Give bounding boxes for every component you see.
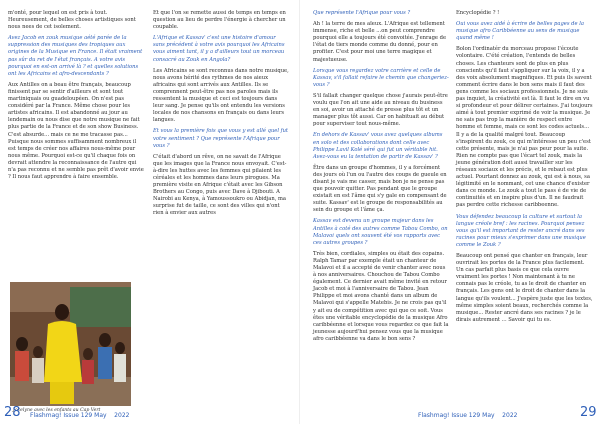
body-text: Ah ! la terre de mes aïeux. L'Afrique est tellement immense, riche et belle ...on peut comprendre pourquoi elle a toujours été convoitée. J'enrage de l'état de tiers monde comme du donné, pour en profiter. C'est pour moi une terre magique et majestueuse. [313, 21, 447, 63]
body-text: Aux Antilles on a beau être français, beaucoup finissent par se sentir d'ailleurs et sont tout martiniquais ou guadeloupéen. On n'est pas considéré par la France. Même chose pour les artistes africains. Il est abandonné au jour au lendemain ou nous dise que notre musique ne fait plus partie de la France et de son show Business. C'est absurde... mais ce ne me tracasse pas... Puisque nous sommes suffisamment nombreux il est temps de créer nos affaires nous-même pour nous même. Pourquoi est-ce qu'il chaque fois on devrait attendre la reconnaissance de l'autre qui n'a pas reconnu et ne semble pas prêt d'avoir envie ? Il nous faut apprendre à faire ensemble. [8, 81, 144, 181]
interview-question: Avez Jacob en zouk musique aété parée de la suppression des musiques des tropiques aux origines de la Musique en France. Il était vraiment pas sûr du ret de l'état français. A votre avis pourquoi en est-on arrivé là ? et quelles solutions ont les Africains et afro-descendants ? [8, 35, 143, 77]
folio-right: Flashmag! Issue 129 May 2022 [418, 412, 518, 419]
interview-question: Oui vous avez aidé à écrire de belles pages de la musique afro Caribbéenne au sens de musique quand même ! [456, 21, 584, 42]
body-text: Bolon l'ordinatér du morceau propose l'écoute volontaire. C'été création, l'entends de belles choses. Les chanteurs sont de plus en plus conscients qu'il faut s'appliquer sur la voix, il y a des voix absolument magnifiques. Et puis ils savent comment écrire dans le bon sens mais il faut des gens comme les sociaux professionnels. Je ne suis pas inquiet, la créativité est là. Il faut le dire en vu si profondeur et pour délirer certaines. J'ai toujours aimé à tout premier exprimé de voir la musique. Je ne sais pas trop la manière de respect entre homme et femme, mais ce sont les codes actuels... Il y a de la qualité malgré tout. Beaucoup s'inspirent du zouk, ce qui m'intéresse un peu c'est cette présente, mais je n'ai pas peur pour la suite. Rien ne compte pas que l'écart tel zouk, mais la jeune génération doit aussi travailler sur les réseaux sociaux et les précis, et le rebaut est plus actuel. Pourtant donnez au zouk, qui est à nous, sa légitimité en le nommant, cet une chance d'exister dans ce monde. Le zouk a tout le pass é de vie de continuités et en inspire plus d'un. Il ne faudrait pas perdre cette richesse caribbeenne. [456, 46, 593, 209]
photo-children-cape-verde [10, 282, 131, 406]
body-text: Et que l'on se remette aussi de temps en temps en question au lieu de perdre l'énergie à chercher un coupable. [153, 10, 286, 31]
body-text: Très bien, cordiales, simples ou était des copains. Ralph Tamar par exemple était un chanteur de Malavoi et il a accepté de venir chanter avec nous à nos anniversaires. Chouchou de Tabou Combo également. Ce dernier avait même invité en retour Jacob et moi à l'anniversaire de Tabou. Jean Philippe et moi avons chanté dans un album de Malavoi qui s'appelle Matebis. Je ne crois pas qu'il y ait eu de compétition avec qui que ce soit. Vous êtes une véritable encyclopédie de la musique Afro caribbéenne et lorsque vous regardez ce que fait la jeunesse aujourd'hui pensez vous que la musique afro caribbéenne va dans le bon sens ? [313, 250, 449, 342]
interview-question: Et vous la première fois que vous y est allé quel fut votre sentiment ? Que représente l'Afrique pour vous ? [153, 128, 289, 149]
body-text: m'onté, pour lequel on est pris à tout. Heureusement, de belles choses artistiques sont nous nees de cet isolement. [8, 10, 136, 31]
interview-question: L'Afrique et Kassav' c'est une histoire d'amour sans précédent à votre avis pourquoi les Africains vous aiment tant, il y a d'ailleurs tout un morceau consacré au Zouk en Angola? [153, 35, 285, 63]
photo-caption: Jocelyne avec les enfants au Cap Vert [13, 408, 101, 413]
interview-question: En dehors de Kassav' vous avez quelques albums en solo et des collaborations dont celle avec Philippe Lavil Kolé séré qui fut un véritable hit. Avez-vous eu la tentation de partir de Kassav' ? [313, 132, 443, 160]
interview-question: Lorsque vous regardez votre carrière et celle de Kassav, s'il fallait refaire le chemin que changeriez-vous ? [313, 67, 449, 88]
body-text: Beaucoup ont pensé que chanter en français, leur ouvrirait les portes de la France plus facilement. Un cas parfait plus basis ce que cela ouvre vraiment les portes ! Non maintenant à tu ne connais pas le créole, tu as le droit de chanter en français. Les gens ont le droit de chanter dans la langue qu'ils voulent... J'espère juste que les textes, même simples soient beaux, recherchés comme la musique... Rester ancré dans ses racines ? je le dirais autrement ... Savoir qui tu es. [456, 253, 593, 323]
interview-question: Que représente l'Afrique pour vous ? [313, 10, 411, 16]
photo-illustration [10, 282, 131, 406]
right-column-2 [456, 10, 593, 328]
spine-divider [299, 0, 300, 424]
interview-question: Vous défendez beaucoup la culture et surtout la langue créole bref : les racines. Pourquoi pensez vous qu'il est important de rester ancré dans ses racines pour mieux s'exprimer dans une musique comme le Zouk ? [456, 213, 586, 248]
right-column-1 [313, 10, 449, 347]
body-text: Être dans un groupe d'hommes, il y a forcément des jours où l'un ou l'autre des coups de gueule en disant je vais me casser, mais bon je ne pense pas que pouvoir quitter. Pas pendant que le groupe existait en est l'âme qui s'y gale en compensant de suite. Kassav' est le groupe de responsabilités au sein du groupe et l'âme ça. [313, 164, 447, 214]
body-text: C'était d'abord un rêve, on ne savait de l'Afrique que les images que la France nous envoyait. C'est-à-dire les huttes avec les femmes qui pilaient les céréales et les hommes dans leurs pirogues. Ma première visite en Afrique c'était avec les Gibson Brothers au Congo, puis avec Dave à Djibouti. A Nairobi au Kenya, à Yamoussoukro ou Abidjan, ma surprise fut de taille, ce sont des villes qui n'ont rien à envier aux autres [153, 153, 287, 217]
interview-question: Kassav est devenu un groupe majeur dans les Antilles à coté des autres comme Tabou Combo, on Malavoi quels ont souvent été vos rapports avec ces autres groupes ? [313, 218, 448, 246]
body-text: Les Africains se sont reconnus dans notre musique, nous avons hérité des rythmes de nos aieux africains qui sont arrivés aux Antilles. Ils se comprennent peut-être pas nos paroles mais ils ressentent la musique et ceci est toujours dans leur sang. Je pense qu'ils ont entendu les versions locales de nos chansons en français ou dans leurs langues. [153, 67, 289, 124]
page-number-right: 29 [580, 405, 597, 420]
page-number-left: 28 [4, 405, 21, 420]
body-text: Encyclopédie ? ! [456, 10, 500, 16]
folio-left: Flashmag! Issue 129 May 2022 [30, 412, 130, 419]
left-column-1 [8, 10, 144, 185]
body-text: S'il fallait changer quelque chose j'aurais peut-être voulu que l'on ait une aide au niveau du business en soi, avoir un attaché de presse plus tôt et un manager plus tôt aussi. Car on habituait au début pour superviser tout nous-même. [313, 92, 448, 128]
left-column-2 [153, 10, 289, 222]
